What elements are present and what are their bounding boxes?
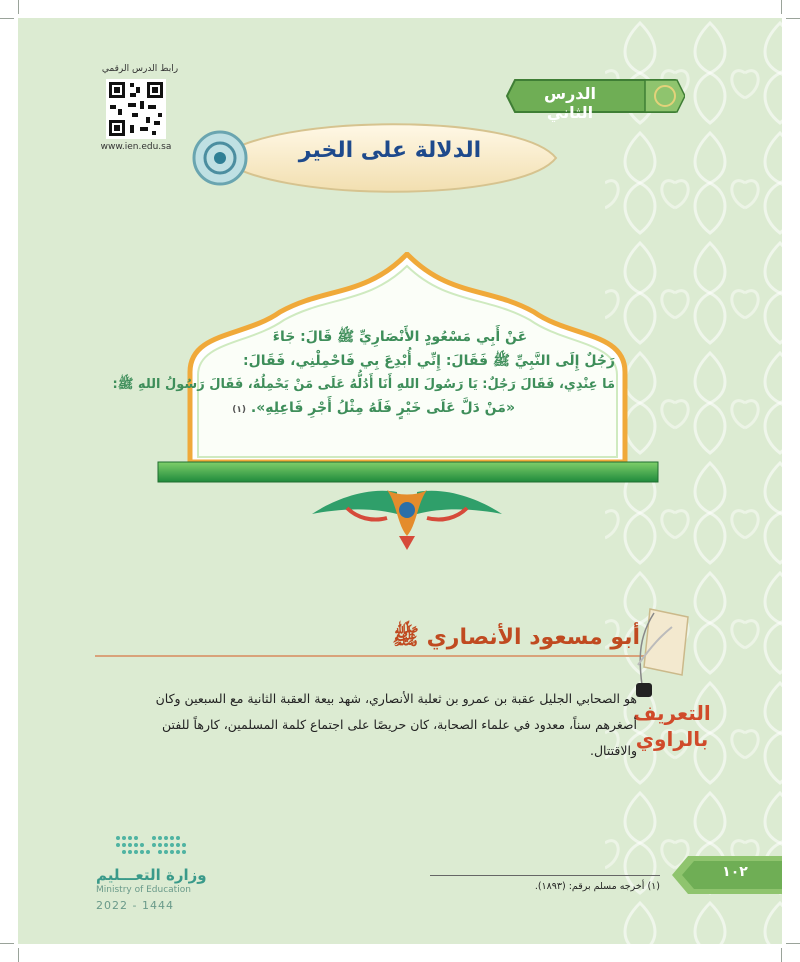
qr-url[interactable]: www.ien.edu.sa	[100, 142, 172, 152]
footnote-ref: (١)	[232, 405, 246, 415]
hadith-line-1: عَنْ أَبِي مَسْعُودٍ الأَنْصَارِيِّ ﷺ قَالَ: جَاءَ	[272, 329, 528, 345]
crop-mark	[18, 0, 19, 14]
hadith-quote: «مَنْ دَلَّ عَلَى خَيْرٍ فَلَهُ مِثْلُ أَجْرِ فَاعِلِهِ».	[250, 400, 515, 416]
narrator-label-line1: التعريف	[633, 701, 711, 725]
ministry-logo-icon	[110, 830, 190, 860]
footnote: (١) أخرجه مسلم برقم: (١٨٩٣).	[534, 881, 660, 892]
crop-mark	[0, 18, 14, 19]
lesson-label: الدرس الثاني	[543, 84, 597, 122]
crop-mark	[781, 948, 782, 962]
ministry-year: 2022 - 1444	[96, 899, 174, 912]
parchment-quill-icon	[632, 605, 692, 715]
bio-line-1: هو الصحابي الجليل عقبة بن عمرو بن ثعلبة الأنصاري، شهد بيعة العقبة الثانية مع السبعين وكان	[155, 691, 637, 706]
narrator-title: أبو مسعود الأنصاري ﷺ	[392, 625, 640, 650]
crop-mark	[18, 948, 19, 962]
hadith-line-3: مَا عِنْدِي، فَقَالَ رَجُلٌ: يَا رَسُولَ اللهِ أَنَا أَدُلُّهُ عَلَى مَنْ يَحْمِلُهُ، فَقَالَ رَسُولُ اللهِ ﷺ:	[112, 377, 615, 392]
footnote-divider	[430, 875, 660, 876]
crop-mark	[781, 0, 782, 14]
hadith-line-4	[175, 400, 515, 416]
crop-mark	[0, 943, 14, 944]
bio-line-2: أصغرهم سناً، معدود في علماء الصحابة، كان حريصًا على اجتماع كلمة المسلمين، كارهاً للفتن	[162, 717, 637, 732]
narrator-label	[632, 700, 712, 752]
crop-mark	[786, 943, 800, 944]
lesson-title: الدلالة على الخير	[298, 138, 482, 163]
qr-label: رابط الدرس الرقمي	[101, 64, 179, 74]
narrator-divider	[95, 655, 655, 657]
crop-mark	[786, 18, 800, 19]
page-number: ١٠٢	[722, 864, 748, 880]
ministry-name-ar: وزارة التعـــليم	[96, 866, 207, 884]
ministry-name-en: Ministry of Education	[96, 885, 191, 895]
hadith-line-2: رَجُلٌ إِلَى النَّبِيِّ ﷺ فَقَالَ: إِنِّي أُبْدِعَ بِي فَاحْمِلْنِي، فَقَالَ:	[243, 353, 615, 369]
qr-code-icon[interactable]	[106, 79, 166, 139]
narrator-label-line2: بالراوي	[635, 727, 709, 751]
bio-line-3: والاقتتال.	[589, 743, 637, 758]
